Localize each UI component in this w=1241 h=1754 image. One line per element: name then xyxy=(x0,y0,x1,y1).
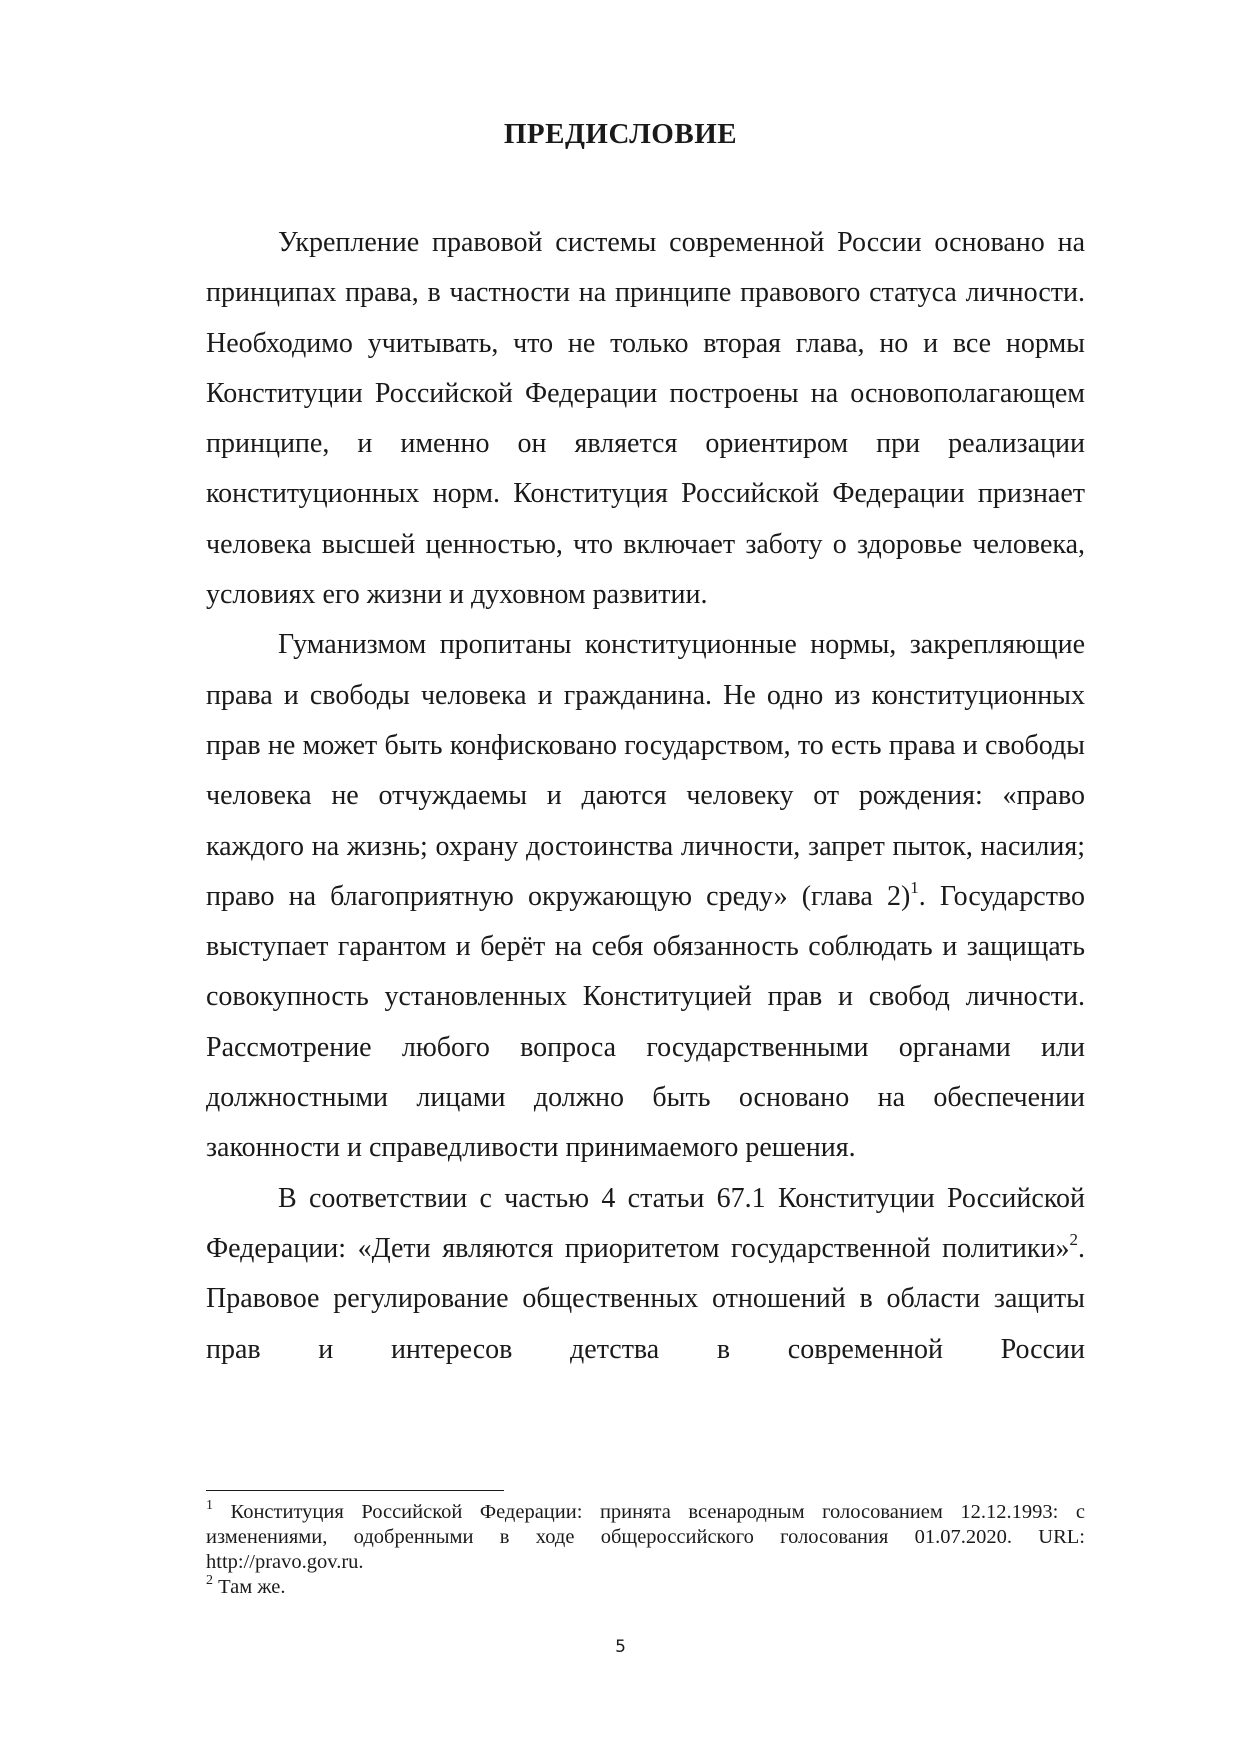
footnote-ref-2[interactable]: 2 xyxy=(1069,1229,1078,1249)
paragraph-2-text-b: . Государство выступает гарантом и берёт на себя обязанность соблюдать и защищать совокупность установленных Конституцией прав и свобод личности. Рассмотрение любого вопроса государственными органами или должностными лицами должно быть основано на обеспечении законности и справедливости принимаемого решения. xyxy=(206,880,1085,1164)
footnote-separator xyxy=(206,1490,504,1491)
paragraph-2 xyxy=(206,620,1085,1173)
paragraph-1: Укрепление правовой системы современной России основано на принципах права, в частности на принципе правового статуса личности. Необходимо учитывать, что не только вторая глава, но и все нормы Конституции Российской Федерации построены на основополагающем принципе, и именно он является ориентиром при реализации конституционных норм. Конституция Российской Федерации признает человека высшей ценностью, что включает заботу о здоровье человека, условиях его жизни и духовном развитии. xyxy=(206,227,1085,611)
footnote-1 xyxy=(206,1500,1085,1575)
footnote-ref-1[interactable]: 1 xyxy=(910,877,919,897)
paragraph-3-text-a: В соответствии с частью 4 статьи 67.1 Конституции Российской Федерации: «Дети являются приоритетом государственной политики» xyxy=(206,1182,1085,1264)
footnote-1-number: 1 xyxy=(206,1498,213,1514)
footnote-2-number: 2 xyxy=(206,1573,213,1589)
body-text xyxy=(206,218,1085,1375)
paragraph-3 xyxy=(206,1174,1085,1375)
footnote-2 xyxy=(206,1575,1085,1600)
page-number: 5 xyxy=(615,1637,626,1657)
footnotes xyxy=(206,1500,1085,1600)
footnote-1-text: Конституция Российской Федерации: принята всенародным голосованием 12.12.1993: с изменениями, одобренными в ходе общероссийского голосования 01.07.2020. URL: http://pravo.gov.ru. xyxy=(206,1501,1085,1573)
paragraph-2-text-a: Гуманизмом пропитаны конституционные нормы, закрепляющие права и свободы человека и гражданина. Не одно из конституционных прав не может быть конфисковано государством, то есть права и свободы человека не отчуждаемы и даются человеку от рождения: «право каждого на жизнь; охрану достоинства личности, запрет пыток, насилия; право на благоприятную окружающую среду» (глава 2) xyxy=(206,629,1085,912)
footnote-2-text: Там же. xyxy=(213,1576,286,1598)
paragraph-3-text-b: . Правовое регулирование общественных отношений в области защиты прав и интересов детства в современной России xyxy=(206,1232,1085,1365)
page-title: ПРЕДИСЛОВИЕ xyxy=(503,118,738,150)
